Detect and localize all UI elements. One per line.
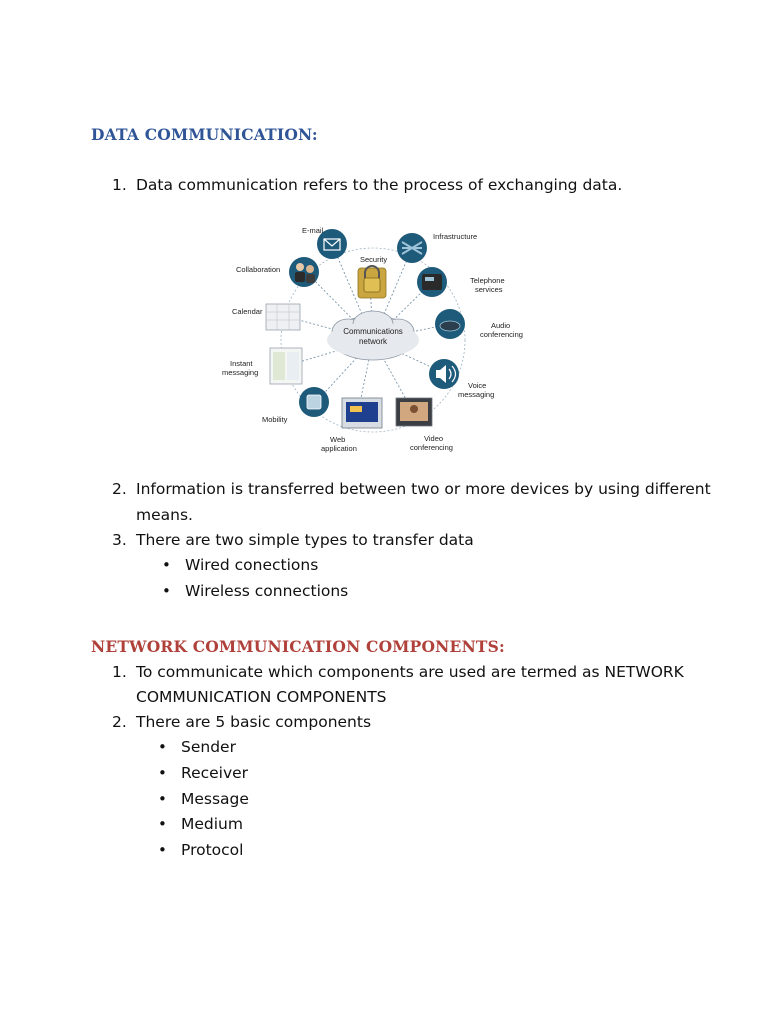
calendar-icon: [266, 304, 300, 330]
bullet-icon: •: [158, 738, 167, 756]
node-label-instant-line1: Instant: [230, 359, 253, 368]
node-label-telephone-line1: Telephone: [470, 276, 505, 285]
node-label-infrastructure: Infrastructure: [433, 232, 478, 241]
list-number: 2.: [112, 480, 127, 498]
node-label-audio-line2: conferencing: [480, 330, 523, 339]
node-label-telephone-line2: services: [475, 285, 503, 294]
collaboration-icon: [289, 257, 319, 287]
list-item-text: Data communication refers to the process of exchanging data.: [136, 176, 623, 194]
node-label-mobility: Mobility: [262, 415, 288, 424]
node-label-video-line1: Video: [424, 434, 444, 443]
bullet-item: Wireless connections: [185, 582, 349, 600]
node-label-security: Security: [360, 255, 388, 264]
node-label-email: E-mail: [302, 226, 324, 235]
list-item-text-continued: COMMUNICATION COMPONENTS: [136, 688, 387, 706]
list-item-text: To communicate which components are used are termed as NETWORK: [136, 663, 684, 681]
list-item-text: There are 5 basic components: [136, 713, 372, 731]
node-label-video-line2: conferencing: [410, 443, 453, 452]
node-label-calendar: Calendar: [232, 307, 263, 316]
list-item-text: Information is transferred between two or more devices by using different: [136, 480, 711, 498]
node-label-voice-line2: messaging: [458, 390, 495, 399]
list-number: 3.: [112, 531, 127, 549]
bullet-icon: •: [162, 556, 171, 574]
list-item-text-continued: means.: [136, 506, 193, 524]
cloud-label-line1: Communications: [343, 327, 403, 336]
cloud-label-line2: network: [358, 337, 388, 346]
bullet-item: Medium: [181, 815, 243, 833]
list-number: 1.: [112, 176, 127, 194]
list-item-text: There are two simple types to transfer data: [136, 531, 474, 549]
bullet-icon: •: [158, 841, 167, 859]
node-label-web-line1: Web: [330, 435, 346, 444]
list-number: 1.: [112, 663, 127, 681]
bullet-icon: •: [162, 582, 171, 600]
bullet-item: Sender: [181, 738, 236, 756]
bullet-icon: •: [158, 790, 167, 808]
section-heading-data-communication: DATA COMMUNICATION:: [91, 125, 318, 144]
node-label-audio-line1: Audio: [491, 321, 511, 330]
bullet-item: Receiver: [181, 764, 249, 782]
node-label-voice-line1: Voice: [468, 381, 487, 390]
bullet-item: Message: [181, 790, 249, 808]
node-label-collaboration: Collaboration: [236, 265, 281, 274]
communications-network-diagram: [220, 220, 530, 460]
bullet-icon: •: [158, 764, 167, 782]
node-label-web-line2: application: [321, 444, 357, 453]
bullet-item: Wired conections: [185, 556, 319, 574]
bullet-icon: •: [158, 815, 167, 833]
section-heading-network-components: NETWORK COMMUNICATION COMPONENTS:: [91, 637, 505, 656]
node-label-instant-line2: messaging: [222, 368, 259, 377]
bullet-item: Protocol: [181, 841, 244, 859]
list-number: 2.: [112, 713, 127, 731]
